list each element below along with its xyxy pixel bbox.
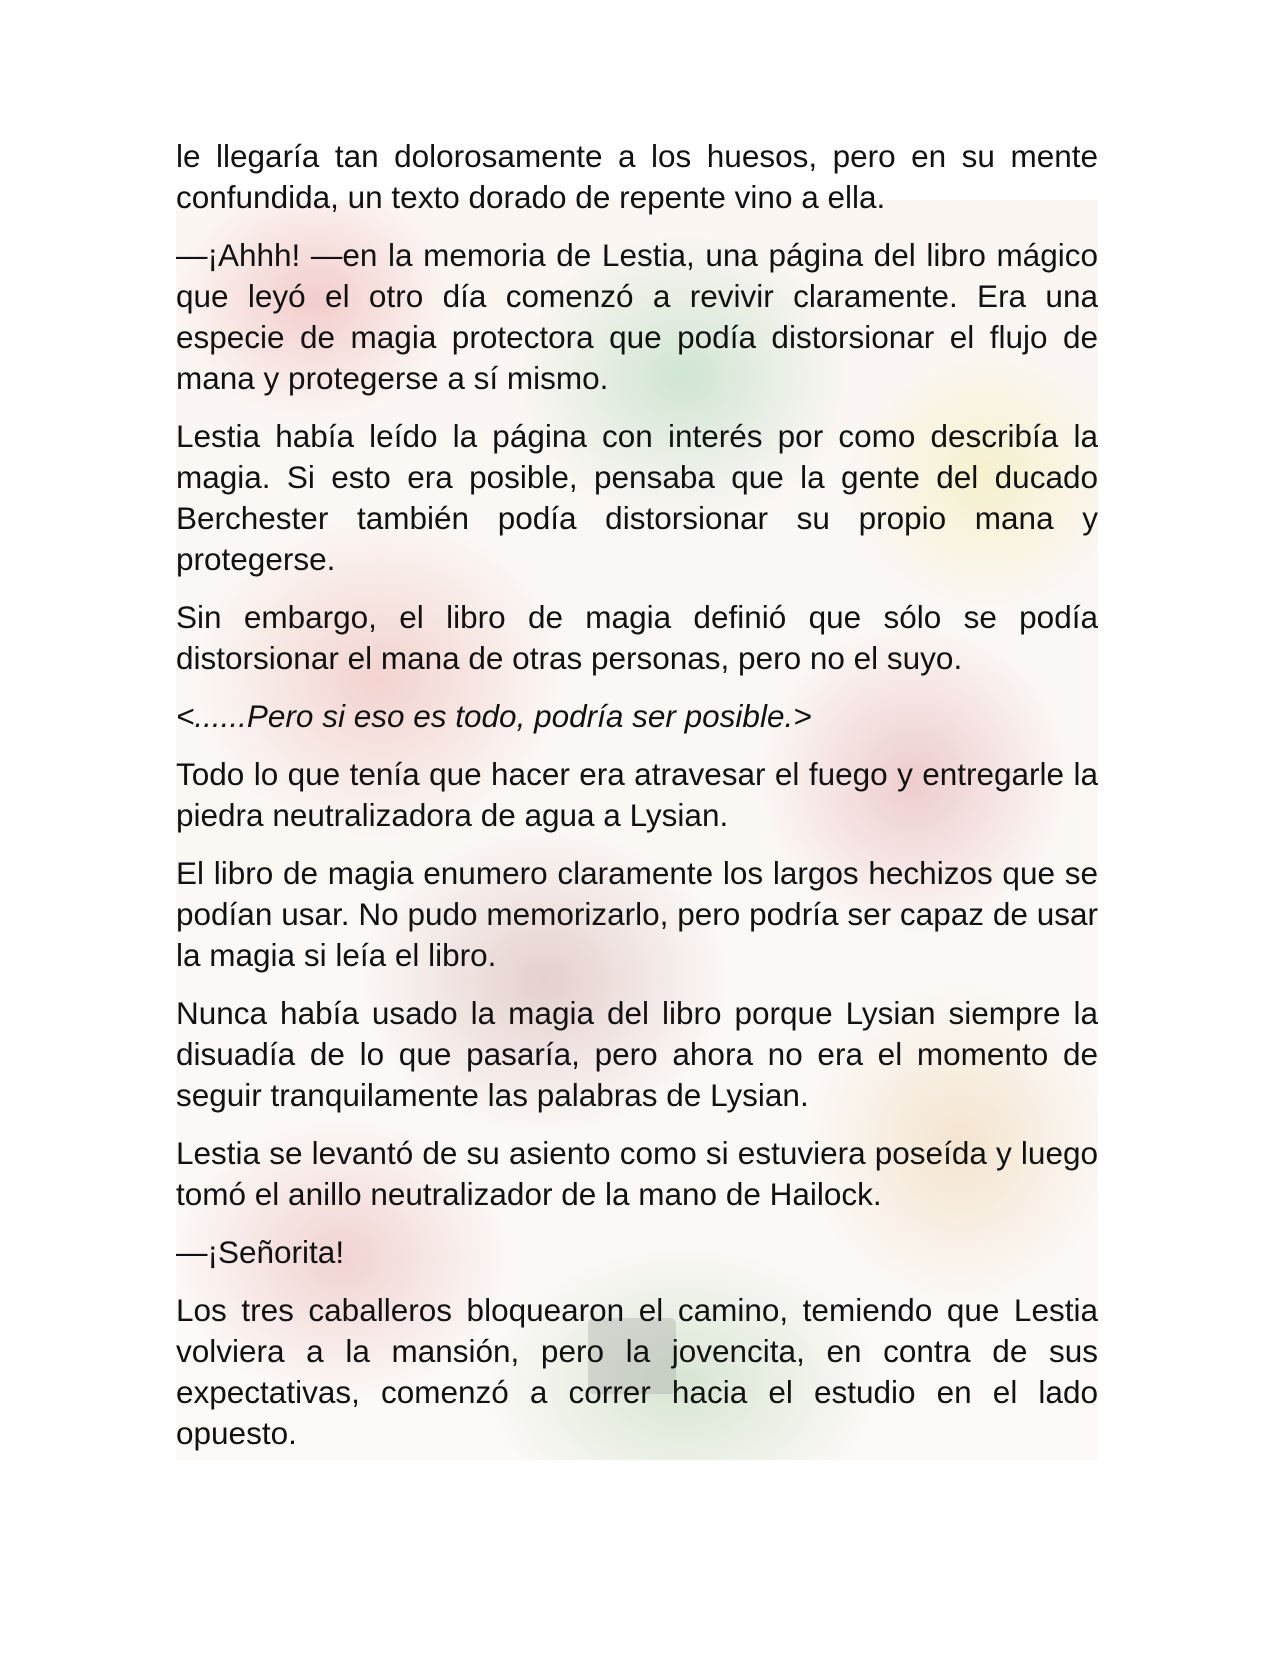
paragraph: Sin embargo, el libro de magia definió que sólo se podía distorsionar el mana de otras personas, pero no el suyo.	[176, 599, 1098, 676]
paragraph: Los tres caballeros bloquearon el camino, temiendo que Lestia volviera a la mansión, pero la jovencita, en contra de sus expectativas, comenzó a correr hacia el estudio en el lado opuesto.	[176, 1292, 1098, 1451]
paragraph-thought: <......Pero si eso es todo, podría ser posible.>	[176, 698, 812, 734]
paragraph: El libro de magia enumero claramente los largos hechizos que se podían usar. No pudo memorizarlo, pero podría ser capaz de usar la magia si leía el libro.	[176, 855, 1098, 973]
body-text	[176, 136, 1098, 1471]
paragraph: Nunca había usado la magia del libro porque Lysian siempre la disuadía de lo que pasaría, pero ahora no era el momento de seguir tranquilamente las palabras de Lysian.	[176, 995, 1098, 1113]
paragraph: —¡Señorita!	[176, 1234, 345, 1270]
paragraph: Lestia se levantó de su asiento como si estuviera poseída y luego tomó el anillo neutralizador de la mano de Hailock.	[176, 1135, 1098, 1212]
paragraph: Todo lo que tenía que hacer era atravesar el fuego y entregarle la piedra neutralizadora de agua a Lysian.	[176, 756, 1098, 833]
paragraph: —¡Ahhh! —en la memoria de Lestia, una página del libro mágico que leyó el otro día comenzó a revivir claramente. Era una especie de magia protectora que podía distorsionar el flujo de mana y protegerse a sí mismo.	[176, 237, 1098, 396]
paragraph: le llegaría tan dolorosamente a los huesos, pero en su mente confundida, un texto dorado de repente vino a ella.	[176, 138, 1098, 215]
paragraph: Lestia había leído la página con interés por como describía la magia. Si esto era posible, pensaba que la gente del ducado Berchester también podía distorsionar su propio mana y protegerse.	[176, 418, 1098, 577]
